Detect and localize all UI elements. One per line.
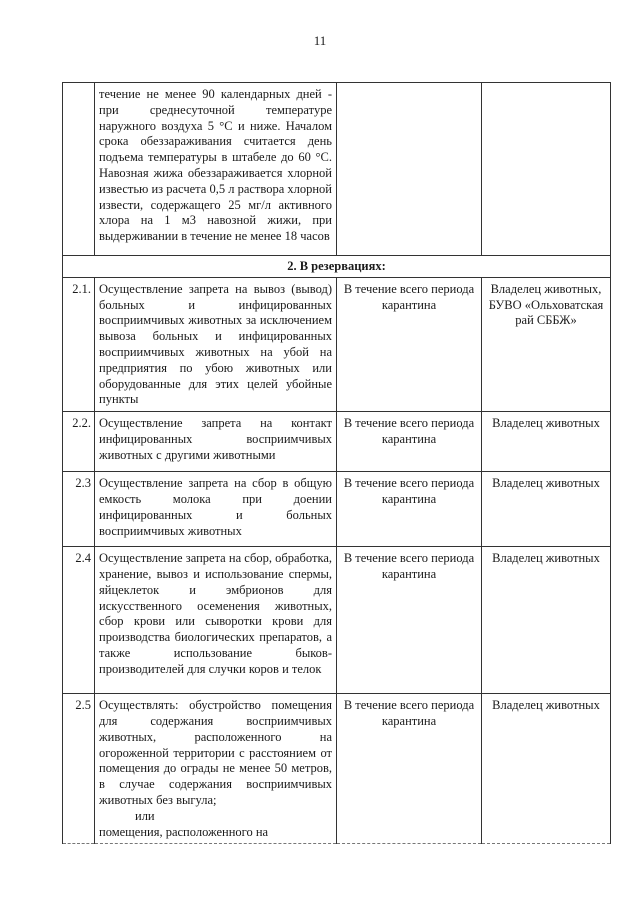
responsible-cell [482, 83, 611, 256]
action-continued-text: помещения, расположенного на [99, 824, 269, 839]
responsible-cell: Владелец животных [482, 547, 611, 694]
section-title: 2. В резервациях: [63, 256, 611, 278]
row-number: 2.3 [63, 472, 95, 547]
measures-table [62, 82, 611, 844]
term-cell: В течение всего периода карантина [337, 277, 482, 411]
table-row [63, 694, 611, 844]
table-row [63, 277, 611, 411]
responsible-cell: Владелец животных [482, 412, 611, 472]
action-or-text: или [135, 808, 155, 823]
row-number: 2.5 [63, 694, 95, 844]
table-row [63, 547, 611, 694]
table-row [63, 472, 611, 547]
action-text: Осуществлять: обустройство помещения для содержания восприимчивых животных, расположенного на огороженной территории с расстоянием от помещения до ограды не менее 50 метров, в случае содержания восприимчивых животных без выгула; [99, 698, 332, 807]
action-cell [95, 694, 337, 844]
row-number: 2.4 [63, 547, 95, 694]
action-cell: течение не менее 90 календарных дней - при среднесуточной температуре наружного воздуха 5 °С и ниже. Началом срока обеззараживания считается день подъема температуры в штабеле до 60 °С. Навозная жижа обеззараживается хлорной известью из расчета 0,5 л раствора хлорной извести, содержащего 25 мг/л активного хлора на 1 м3 навозной жижи, при выдерживании в течение не менее 18 часов [95, 83, 337, 256]
term-cell [337, 83, 482, 256]
action-cell: Осуществление запрета на вывоз (вывод) больных и инфицированных восприимчивых животных за исключением вывоза больных и инфицированных восприимчивых животных на убой на предприятия по убою животных или оборудованные для этих целей убойные пункты [95, 277, 337, 411]
page-number: 11 [313, 33, 327, 48]
responsible-cell: Владелец животных, БУВО «Ольховатская рай СББЖ» [482, 277, 611, 411]
action-cell: Осуществление запрета на контакт инфицированных восприимчивых животных с другими животными [95, 412, 337, 472]
row-number: 2.2. [63, 412, 95, 472]
term-cell: В течение всего периода карантина [337, 547, 482, 694]
row-number: 2.1. [63, 277, 95, 411]
table-row [63, 412, 611, 472]
responsible-cell: Владелец животных [482, 694, 611, 844]
term-cell: В течение всего периода карантина [337, 472, 482, 547]
term-cell: В течение всего периода карантина [337, 412, 482, 472]
action-cell: Осуществление запрета на сбор, обработка, хранение, вывоз и использование спермы, яйцеклеток и эмбрионов для искусственного осеменения животных, сбор крови или сыворотки крови для производства биологических препаратов, а также использование быков-производителей для случки коров и телок [95, 547, 337, 694]
responsible-cell: Владелец животных [482, 472, 611, 547]
action-cell: Осуществление запрета на сбор в общую емкость молока при доении инфицированных и больных восприимчивых животных [95, 472, 337, 547]
section-header-row [63, 256, 611, 278]
row-number-cell [63, 83, 95, 256]
table-row [63, 83, 611, 256]
term-cell: В течение всего периода карантина [337, 694, 482, 844]
